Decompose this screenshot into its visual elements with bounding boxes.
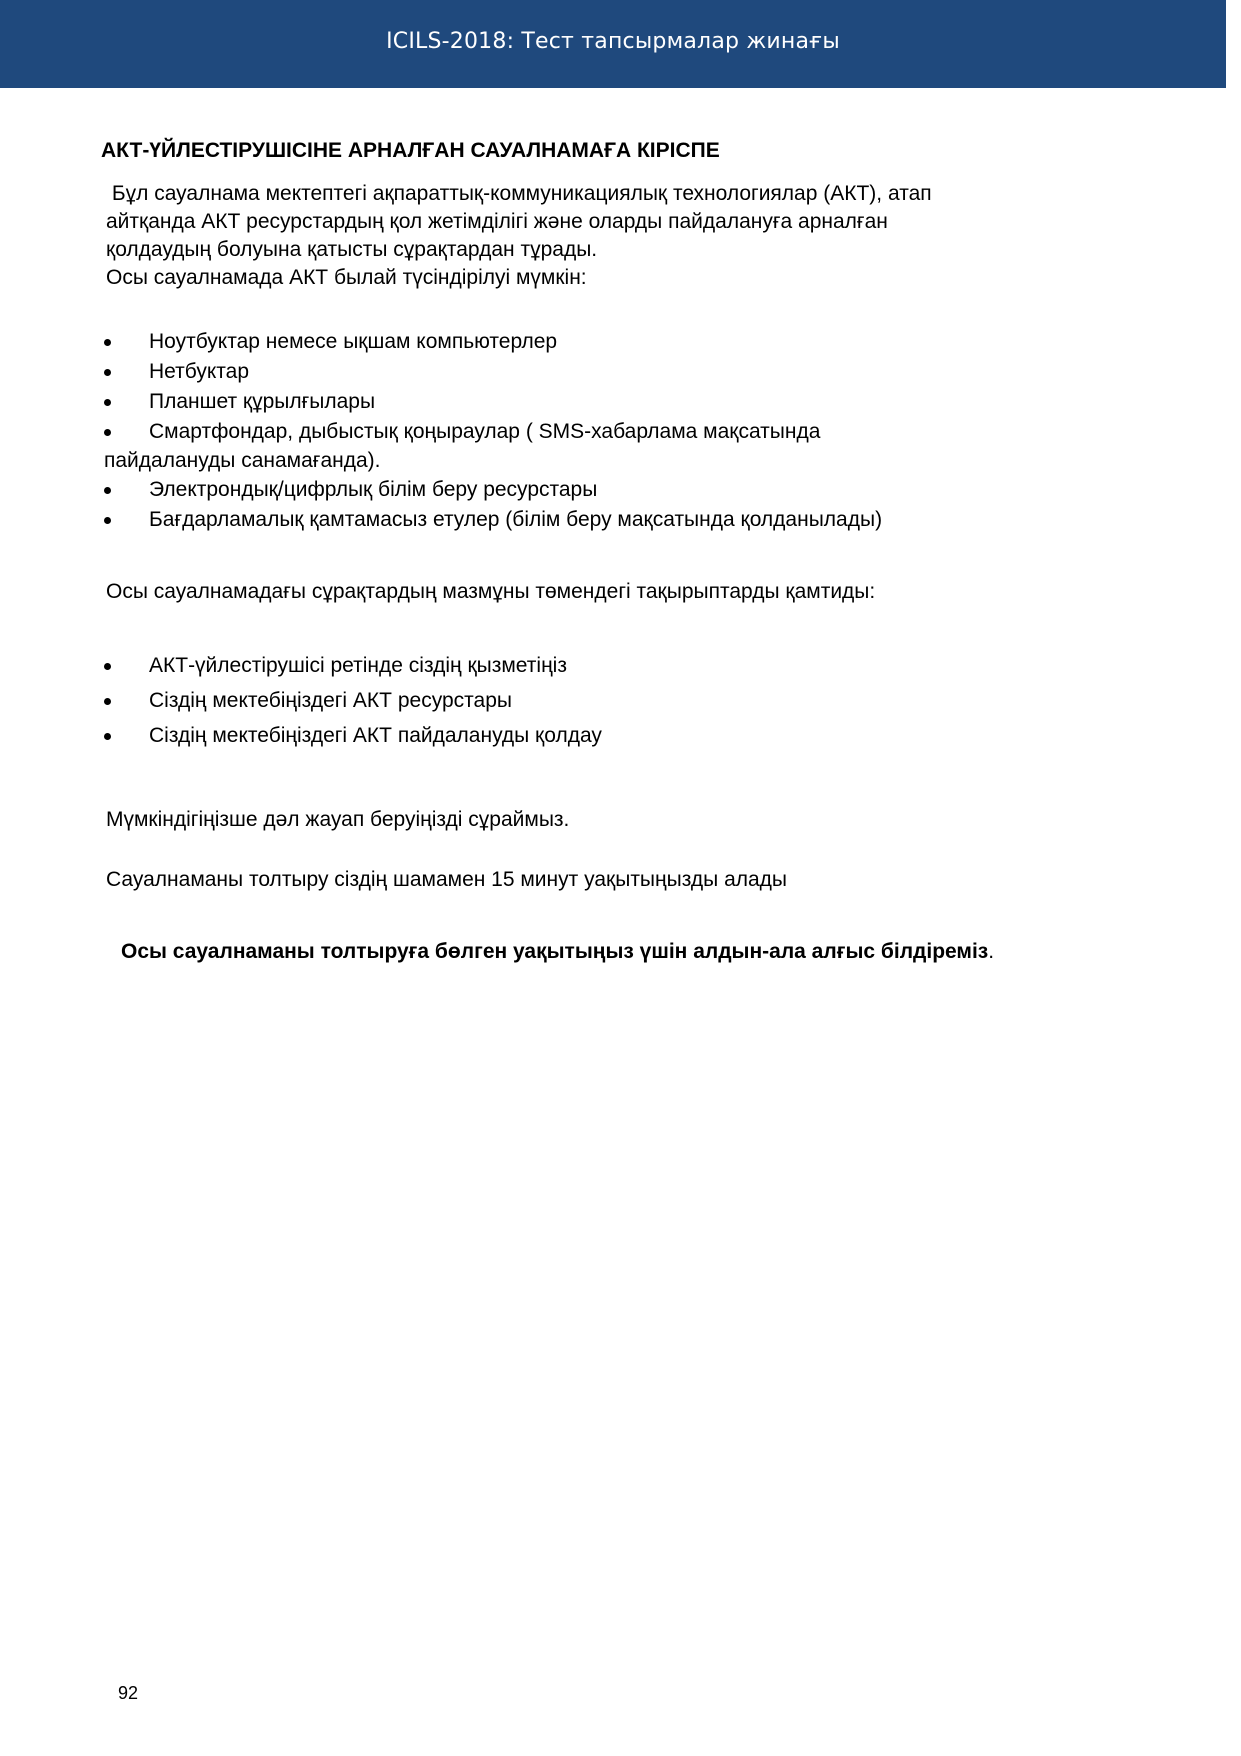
list-item <box>104 417 882 447</box>
bullet-icon <box>104 429 111 436</box>
header-band <box>0 0 1226 88</box>
intro-line: қолдаудың болуына қатысты сұрақтардан тұрады. <box>106 238 598 261</box>
intro-paragraph <box>106 180 1066 292</box>
bullet-icon <box>104 487 111 494</box>
request-text: Мүмкіндігіңізше дәл жауап беруіңізді сұраймыз. <box>106 808 570 831</box>
list-item <box>104 718 602 753</box>
list-item-text: АКТ-үйлестірушісі ретінде сіздің қызметіңіз <box>149 654 567 677</box>
list-item <box>104 683 602 718</box>
closing-period: . <box>988 940 995 963</box>
topics-list <box>104 648 602 753</box>
duration-text: Сауалнаманы толтыру сіздің шамамен 15 минут уақытыңызды алады <box>106 868 788 891</box>
header-title: ICILS-2018: Тест тапсырмалар жинағы <box>386 29 840 54</box>
bullet-icon <box>104 369 111 376</box>
bullet-icon <box>104 663 111 670</box>
page-number: 92 <box>118 1683 139 1703</box>
list-item <box>104 648 602 683</box>
list-item-text: Сіздің мектебіңіздегі АКТ пайдалануды қолдау <box>149 724 602 747</box>
bullet-icon <box>104 399 111 406</box>
list-item-continuation <box>104 447 882 475</box>
list-item-text: Смартфондар, дыбыстық қоңыраулар ( SMS-хабарлама мақсатында <box>149 420 821 443</box>
list-item-text: пайдалануды санамағанда). <box>104 449 381 472</box>
intro-line: Осы сауалнамада АКТ былай түсіндірілуі мүмкін: <box>106 266 587 289</box>
bullet-icon <box>104 698 111 705</box>
document-heading: АКТ-ҮЙЛЕСТІРУШІСІНЕ АРНАЛҒАН САУАЛНАМАҒА КІРІСПЕ <box>101 139 720 162</box>
bullet-icon <box>104 733 111 740</box>
list-item <box>104 475 882 505</box>
intro-line: айтқанда АКТ ресурстардың қол жетімділігі және оларды пайдалануға арналған <box>106 210 888 233</box>
bullet-icon <box>104 339 111 346</box>
list-item-text: Сіздің мектебіңіздегі АКТ ресурстары <box>149 689 512 712</box>
ict-list <box>104 327 882 535</box>
list-item <box>104 327 882 357</box>
closing-bold-text: Осы сауалнаманы толтыруға бөлген уақытыңыз үшін алдын-ала алғыс білдіреміз <box>121 940 989 963</box>
list-item-text: Нетбуктар <box>149 360 249 383</box>
list-item <box>104 387 882 417</box>
list-item-text: Бағдарламалық қамтамасыз етулер (білім беру мақсатында қолданылады) <box>149 508 883 531</box>
closing-thanks <box>121 937 1021 967</box>
list-item-text: Ноутбуктар немесе ықшам компьютерлер <box>149 330 558 353</box>
bullet-icon <box>104 517 111 524</box>
list-item <box>104 505 882 535</box>
list-item <box>104 357 882 387</box>
topics-intro: Осы сауалнамадағы сұрақтардың мазмұны төмендегі тақырыптарды қамтиды: <box>106 580 876 603</box>
list-item-text: Планшет құрылғылары <box>149 390 376 413</box>
list-item-text: Электрондық/цифрлық білім беру ресурстары <box>149 478 598 501</box>
intro-line: Бұл сауалнама мектептегі ақпараттық-коммуникациялық технологиялар (АКТ), атап <box>106 182 932 205</box>
